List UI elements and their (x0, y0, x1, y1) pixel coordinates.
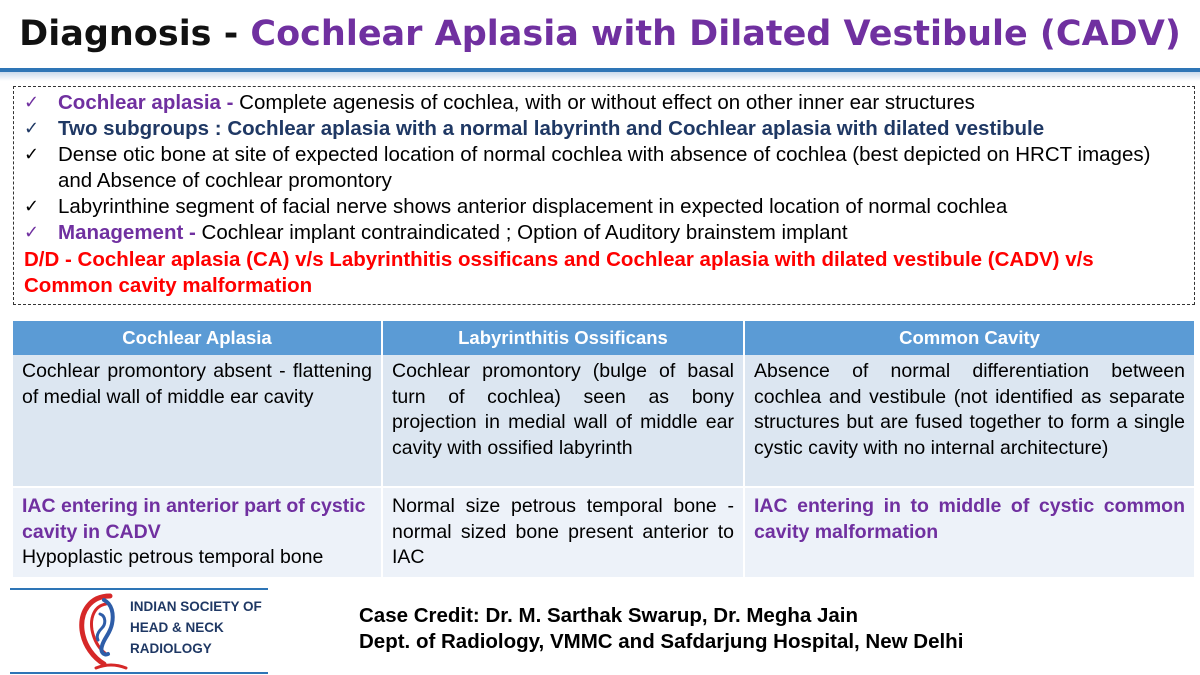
ear-logo-icon (76, 590, 128, 672)
bullet-cochlear-aplasia (24, 90, 1186, 116)
key-points-box (13, 86, 1195, 305)
table-header-row (13, 321, 1194, 355)
bullet-two-subgroups (24, 116, 1186, 142)
title-main: Diagnosis - (19, 14, 239, 54)
table-cell: Normal size petrous temporal bone - normal sized bone present anterior to IAC (382, 487, 744, 577)
bullet-management (24, 220, 1186, 246)
comparison-table (13, 321, 1194, 577)
cell-highlight: IAC entering in anterior part of cystic cavity in CADV (22, 495, 366, 543)
page-title (0, 12, 1200, 56)
bullet-text: Complete agenesis of cochlea, with or without effect on other inner ear structures (239, 91, 975, 114)
check-icon: ✓ (24, 196, 40, 217)
check-icon: ✓ (24, 118, 40, 139)
credit-authors: Case Credit: Dr. M. Sarthak Swarup, Dr. Megha Jain (359, 604, 858, 627)
credit-department: Dept. of Radiology, VMMC and Safdarjung Hospital, New Delhi (359, 630, 964, 653)
table-header: Common Cavity (744, 321, 1194, 355)
title-divider (0, 68, 1200, 82)
table-cell (13, 487, 382, 577)
bullet-label: Cochlear aplasia - (58, 91, 234, 114)
logo-line: RADIOLOGY (130, 641, 212, 656)
table-row (13, 487, 1194, 577)
logo-text (130, 596, 262, 659)
bullet-text: Dense otic bone at site of expected location of normal cochlea with absence of cochlea (best depicted on HRCT images) and Absence of cochlear promontory (58, 143, 1151, 192)
table-header: Cochlear Aplasia (13, 321, 382, 355)
title-subtitle: Cochlear Aplasia with Dilated Vestibule (CADV) (250, 14, 1181, 54)
table-header: Labyrinthitis Ossificans (382, 321, 744, 355)
logo-line: INDIAN SOCIETY OF (130, 599, 262, 614)
check-icon: ✓ (24, 144, 40, 165)
table-cell: Cochlear promontory (bulge of basal turn of cochlea) seen as bony projection in medial wall of middle ear cavity with ossified labyrinth (382, 355, 744, 487)
check-icon: ✓ (24, 92, 40, 113)
table-cell: Cochlear promontory absent - flattening of medial wall of middle ear cavity (13, 355, 382, 487)
case-credits (359, 603, 963, 655)
differential-diagnosis: D/D - Cochlear aplasia (CA) v/s Labyrinthitis ossificans and Cochlear aplasia with dilated vestibule (CADV) v/s Common cavity malformation (24, 248, 1094, 297)
bullet-label: Two subgroups : (58, 117, 222, 140)
cell-highlight: IAC entering in to middle of cystic common cavity malformation (754, 495, 1185, 543)
bullet-text: Labyrinthine segment of facial nerve shows anterior displacement in expected location of normal cochlea (58, 195, 1008, 218)
bullet-label: Management - (58, 221, 196, 244)
bullet-text: Cochlear aplasia with a normal labyrinth and Cochlear aplasia with dilated vestibule (227, 117, 1045, 140)
bullet-dense-otic-bone (24, 142, 1186, 194)
society-logo (10, 588, 268, 674)
bullet-text: Cochlear implant contraindicated ; Option of Auditory brainstem implant (201, 221, 848, 244)
bullet-facial-nerve (24, 194, 1186, 220)
cell-text: Hypoplastic petrous temporal bone (22, 546, 324, 568)
table-row (13, 355, 1194, 487)
check-icon: ✓ (24, 222, 40, 243)
logo-line: HEAD & NECK (130, 620, 224, 635)
table-cell: Absence of normal differentiation between cochlea and vestibule (not identified as separate structures but are fused together to form a single cystic cavity with no internal architecture) (744, 355, 1194, 487)
table-cell (744, 487, 1194, 577)
